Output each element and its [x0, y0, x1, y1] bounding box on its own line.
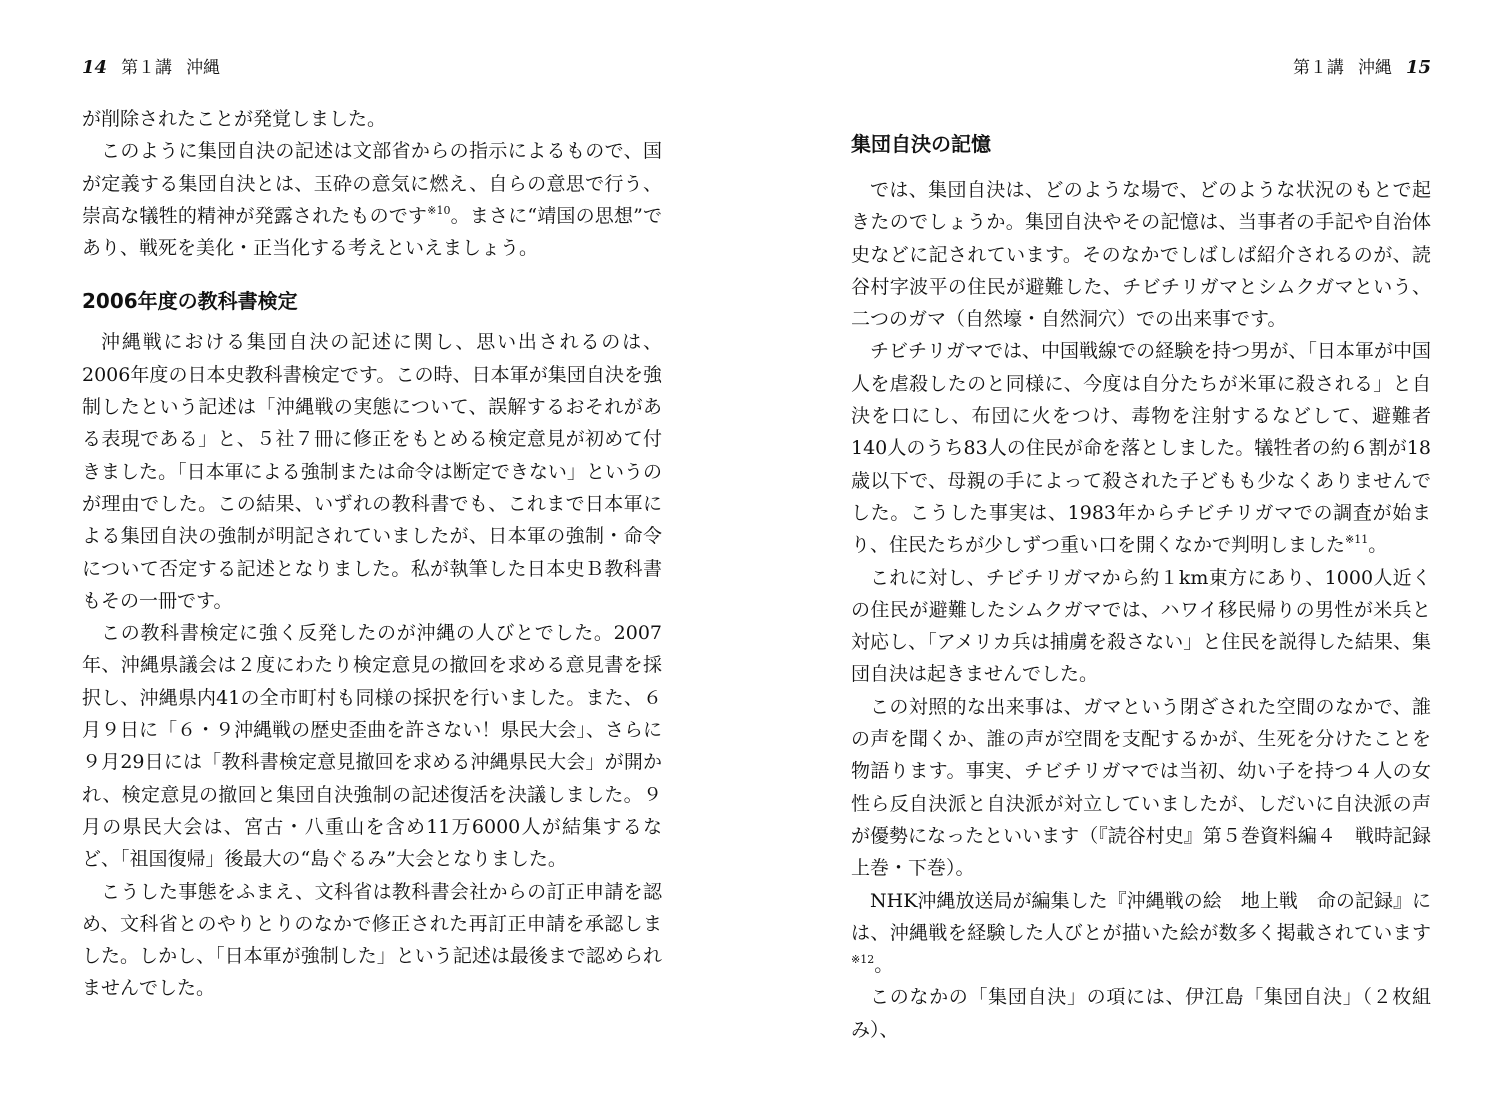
body-paragraph [851, 562, 1431, 691]
chapter-title: 沖縄 [186, 58, 221, 78]
body-paragraph [82, 135, 662, 264]
body-paragraph [82, 103, 662, 135]
body-paragraph [851, 885, 1431, 982]
paragraph-text: では、集団自決は、どのような場で、どのような状況のもとで起きたのでしょうか。集団自決やその記憶は、当事者の手記や自治体史などに記されています。そのなかでしばしば紹介されるのが、読谷村字波平の住民が避難した、チビチリガマとシムクガマという、二つのガマ（自然壕・自然洞穴）での出来事です。 [851, 179, 1431, 331]
paragraph-text: 。 [874, 954, 894, 977]
right-page-body [851, 128, 1431, 1046]
body-paragraph [82, 876, 662, 1005]
paragraph-text: このなかの「集団自決」の項には、伊江島「集団自決」（２枚組み）、 [851, 986, 1431, 1041]
chapter-label: 第１講 [121, 58, 173, 78]
running-header-left [82, 56, 220, 80]
body-paragraph [82, 617, 662, 875]
right-page [851, 0, 1431, 1110]
paragraph-text: この対照的な出来事は、ガマという閉ざされた空間のなかで、誰の声を聞くか、誰の声が空間を支配するかが、生死を分けたことを物語ります。事実、チビチリガマでは当初、幼い子を持つ４人の女性ら反自決派と自決派が対立していましたが、しだいに自決派の声が優勢になったといいます（『読谷村史』第５巻資料編４ 戦時記録上巻・下巻）。 [851, 695, 1431, 880]
chapter-label: 第１講 [1292, 58, 1344, 78]
body-paragraph [851, 174, 1431, 335]
section-heading: 2006年度の教科書検定 [82, 289, 298, 314]
section-heading: 集団自決の記憶 [851, 132, 991, 156]
paragraph-text: 。 [1368, 534, 1388, 557]
paragraph-text: NHK沖縄放送局が編集した『沖縄戦の絵 地上戦 命の記録』には、沖縄戦を経験した人びとが描いた絵が数多く掲載されています [851, 889, 1431, 944]
footnote-marker: ※12 [851, 952, 875, 966]
body-paragraph [851, 981, 1431, 1046]
page-number: 14 [82, 57, 108, 78]
running-header-right [1293, 56, 1431, 80]
paragraph-text: 沖縄戦における集団自決の記述に関し、思い出されるのは、2006年度の日本史教科書検定です。この時、日本軍が集団自決を強制したという記述は「沖縄戦の実態について、誤解するおそれがある表現である」と、５社７冊に修正をもとめる検定意見が初めて付きました。「日本軍による強制または命令は断定できない」というのが理由でした。この結果、いずれの教科書でも、これまで日本軍による集団自決の強制が明記されていましたが、日本軍の強制・命令について否定する記述となりました。私が執筆した日本史Ｂ教科書もその一冊です。 [82, 331, 662, 612]
paragraph-text: このように集団自決の記述は文部省からの指示によるもので、国が定義する集団自決とは、玉砕の意気に燃え、自らの意思で行う、崇高な犠牲的精神が発露されたものです [82, 140, 662, 227]
paragraph-text: 。まさに“靖国の思想”であり、戦死を美化・正当化する考えといえましょう。 [82, 204, 662, 260]
paragraph-text: これに対し、チビチリガマから約１km東方にあり、1000人近くの住民が避難したシムクガマでは、ハワイ移民帰りの男性が米兵と対応し、「アメリカ兵は捕虜を殺さない」と住民を説得した結果、集団自決は起きませんでした。 [851, 566, 1431, 686]
footnote-marker: ※11 [1345, 532, 1369, 546]
left-page [82, 0, 662, 1110]
paragraph-text: が削除されたことが発覚しました。 [82, 108, 387, 130]
body-paragraph [851, 691, 1431, 885]
paragraph-text: チビチリガマでは、中国戦線での経験を持つ男が、「日本軍が中国人を虐殺したのと同様に、今度は自分たちが米軍に殺される」と自決を口にし、布団に火をつけ、毒物を注射するなどして、避難者140人のうち83人の住民が命を落としました。犠牲者の約６割が18歳以下で、母親の手によって殺された子どもも少なくありませんでした。こうした事実は、1983年からチビチリガマでの調査が始まり、住民たちが少しずつ重い口を開くなかで判明しました [851, 340, 1431, 557]
body-paragraph [82, 326, 662, 617]
paragraph-text: こうした事態をふまえ、文科省は教科書会社からの訂正申請を認め、文科省とのやりとりのなかで修正された再訂正申請を承認しました。しかし、「日本軍が強制した」という記述は最後まで認められませんでした。 [82, 880, 662, 1000]
page-number: 15 [1405, 57, 1431, 78]
paragraph-text: この教科書検定に強く反発したのが沖縄の人びとでした。2007年、沖縄県議会は２度にわたり検定意見の撤回を求める意見書を採択し、沖縄県内41の全市町村も同様の採択を行いました。また、６月９日に「６・９沖縄戦の歴史歪曲を許さない！県民大会」、さらに９月29日には「教科書検定意見撤回を求める沖縄県民大会」が開かれ、検定意見の撤回と集団自決強制の記述復活を決議しました。９月の県民大会は、宮古・八重山を含め11万6000人が結集するなど、「祖国復帰」後最大の“島ぐるみ”大会となりました。 [82, 622, 662, 871]
chapter-title: 沖縄 [1357, 58, 1392, 78]
left-page-body [82, 103, 662, 1005]
body-paragraph [851, 335, 1431, 561]
footnote-marker: ※10 [427, 203, 451, 217]
